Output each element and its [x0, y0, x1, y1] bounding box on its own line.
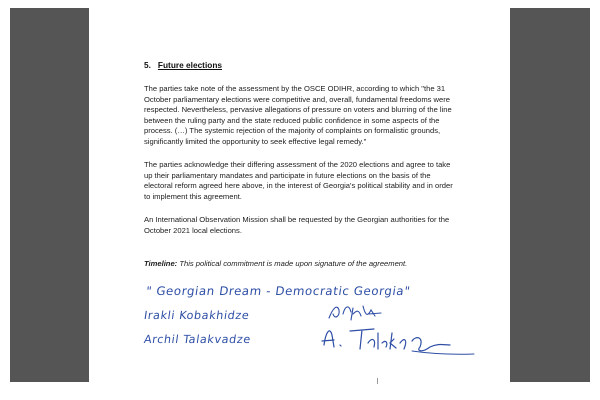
paragraph-mandates: The parties acknowledge their differing assessment of the 2020 elections and agree to take up their parliamentary mandates and participate in future elections on the basis of the electoral reform agreed here above, in the interest of Georgia's political stability and in order to implement this agreement.	[144, 160, 453, 201]
signature-talakvadze	[316, 321, 481, 361]
document-page	[89, 8, 510, 382]
handwritten-party-name: " Georgian Dream - Democratic Georgia"	[145, 284, 412, 298]
page-mark	[377, 378, 378, 384]
left-gray-margin	[10, 8, 89, 382]
timeline-label: Timeline:	[144, 259, 178, 268]
handwritten-name-kobakhidze: Irakli Kobakhidze	[143, 309, 251, 322]
section-title: Future elections	[157, 60, 223, 70]
section-heading	[144, 60, 222, 70]
paragraph-observation-mission: An International Observation Mission shall be requested by the Georgian authorities for the October 2021 local elections.	[144, 215, 450, 235]
right-gray-margin	[510, 8, 590, 382]
section-number: 5.	[144, 60, 151, 70]
timeline-text: This political commitment is made upon signature of the agreement.	[179, 259, 408, 268]
handwritten-name-talakvadze: Archil Talakvadze	[143, 333, 252, 346]
paragraph-osce-assessment: The parties take note of the assessment by the OSCE ODIHR, according to which "the 31 October parliamentary elections were competitive and, overall, fundamental freedoms were respected. Nevertheless, pervasive allegations of pressure on voters and blurring of the line between the ruling party and the state reduced public confidence in some aspects of the process. (…) The systemic rejection of the majority of complaints on formalistic grounds, significantly limited the opportunity to seek effective legal remedy."	[144, 84, 452, 146]
timeline-note	[144, 259, 474, 268]
